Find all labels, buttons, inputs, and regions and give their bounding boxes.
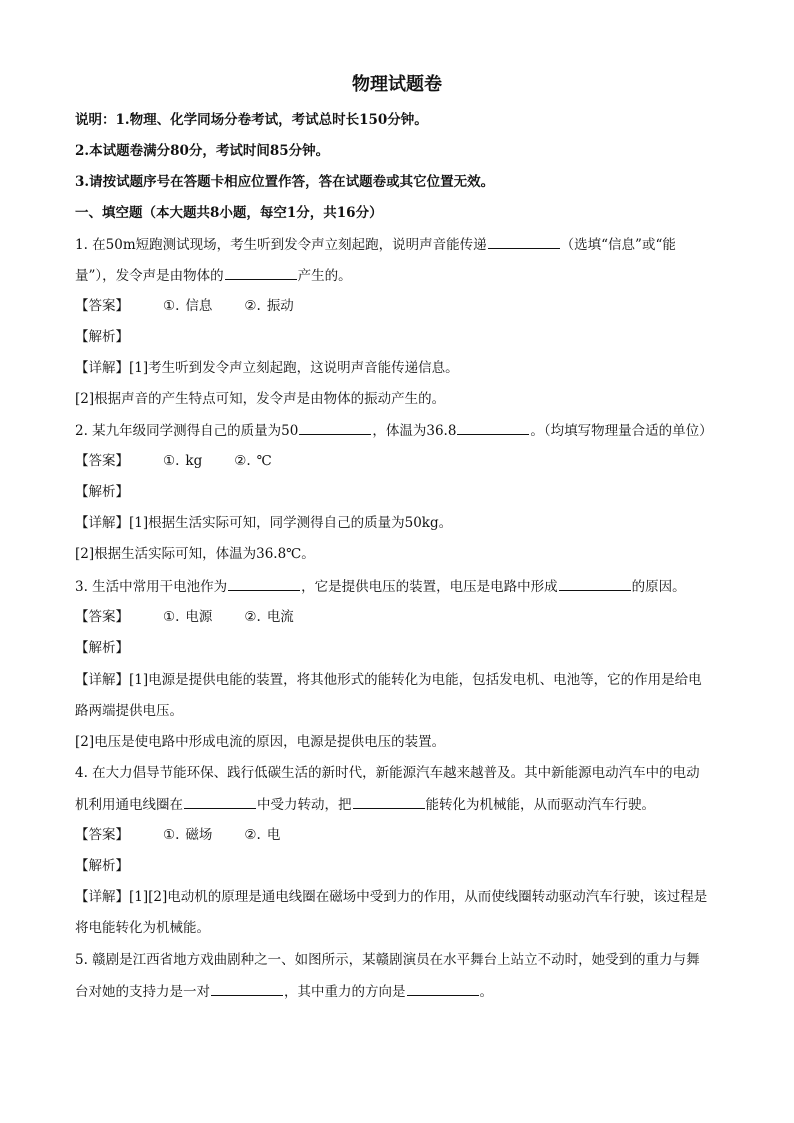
analysis-label: 【解析】 xyxy=(75,484,129,500)
answer-blank xyxy=(488,234,560,249)
analysis-label: 【解析】 xyxy=(75,858,129,874)
answer-blank xyxy=(457,420,529,435)
answer-value: kg xyxy=(185,453,203,469)
question-5-line-1: 5. 赣剧是江西省地方戏曲剧种之一、如图所示，某赣剧演员在水平舞台上站立不动时，她受到的重力与舞 xyxy=(75,952,700,968)
detail-row: 将电能转化为机械能。 xyxy=(75,920,210,936)
detail-row: 【详解】[1][2]电动机的原理是通电线圈在磁场中受到力的作用，从而使线圈转动驱动汽车行驶，该过程是 xyxy=(75,889,708,905)
detail-row: [2]根据声音的产生特点可知，发令声是由物体的振动产生的。 xyxy=(75,391,446,407)
analysis-label: 【解析】 xyxy=(75,640,129,656)
answer-blank xyxy=(225,265,297,280)
answer-value: 磁场 xyxy=(185,827,213,843)
section-heading: 一、填空题（本大题共8小题，每空1分，共16分） xyxy=(75,205,383,221)
answer-row: 【答案】 ①. kg ②. ℃ xyxy=(75,453,272,469)
answer-blank xyxy=(299,420,371,435)
page-title: 物理试题卷 xyxy=(352,74,442,95)
answer-value: 振动 xyxy=(266,298,294,314)
detail-row: 【详解】[1]根据生活实际可知，同学测得自己的质量为50kg。 xyxy=(75,515,453,531)
answer-blank xyxy=(228,576,300,591)
detail-row: 【详解】[1]考生听到发令声立刻起跑，这说明声音能传递信息。 xyxy=(75,360,459,376)
answer-blank xyxy=(407,981,479,996)
detail-row: [2]电压是使电路中形成电流的原因，电源是提供电压的装置。 xyxy=(75,734,446,750)
answer-value: 信息 xyxy=(185,298,213,314)
answer-row: 【答案】 ①. 磁场 ②. 电 xyxy=(75,827,281,843)
question-5-line-2: 台对她的支持力是一对 ，其中重力的方向是 。 xyxy=(75,981,734,1002)
question-1-line-1: 1. 在50m短跑测试现场，考生听到发令声立刻起跑，说明声音能传递 （选填“信息”或“能 xyxy=(75,234,734,255)
exam-note-3: 3.请按试题序号在答题卡相应位置作答，答在试题卷或其它位置无效。 xyxy=(75,174,495,190)
question-2-line-1: 2. 某九年级同学测得自己的质量为50 ，体温为36.8 。（均填写物理量合适的单位） xyxy=(75,420,734,441)
answer-row: 【答案】 ①. 信息 ②. 振动 xyxy=(75,298,294,314)
answer-value: 电流 xyxy=(266,609,294,625)
detail-row: 【详解】[1]电源是提供电能的装置，将其他形式的能转化为电能，包括发电机、电池等，它的作用是给电 xyxy=(75,672,702,688)
answer-label: 【答案】 xyxy=(75,827,129,843)
exam-note-2: 2.本试题卷满分80分，考试时间85分钟。 xyxy=(75,143,330,159)
answer-blank xyxy=(184,794,256,809)
answer-blank xyxy=(353,794,425,809)
question-4-line-2: 机利用通电线圈在 中受力转动，把 能转化为机械能，从而驱动汽车行驶。 xyxy=(75,794,734,815)
detail-row: 路两端提供电压。 xyxy=(75,703,183,719)
analysis-label: 【解析】 xyxy=(75,329,129,345)
answer-label: 【答案】 xyxy=(75,298,129,314)
answer-blank xyxy=(211,981,283,996)
answer-value: 电源 xyxy=(185,609,213,625)
question-3-line-1: 3. 生活中常用干电池作为 ，它是提供电压的装置，电压是电路中形成 的原因。 xyxy=(75,576,734,597)
answer-label: 【答案】 xyxy=(75,609,129,625)
answer-blank xyxy=(559,576,631,591)
answer-value: 电 xyxy=(266,827,281,843)
answer-row: 【答案】 ①. 电源 ②. 电流 xyxy=(75,609,294,625)
detail-row: [2]根据生活实际可知，体温为36.8℃。 xyxy=(75,546,315,562)
question-4-line-1: 4. 在大力倡导节能环保、践行低碳生活的新时代，新能源汽车越来越普及。其中新能源电动汽车中的电动 xyxy=(75,765,700,781)
question-1-line-2: 量”），发令声是由物体的 产生的。 xyxy=(75,265,734,286)
answer-label: 【答案】 xyxy=(75,453,129,469)
answer-value: ℃ xyxy=(256,453,272,469)
exam-note-1: 说明：1.物理、化学同场分卷考试，考试总时长150分钟。 xyxy=(75,112,428,128)
